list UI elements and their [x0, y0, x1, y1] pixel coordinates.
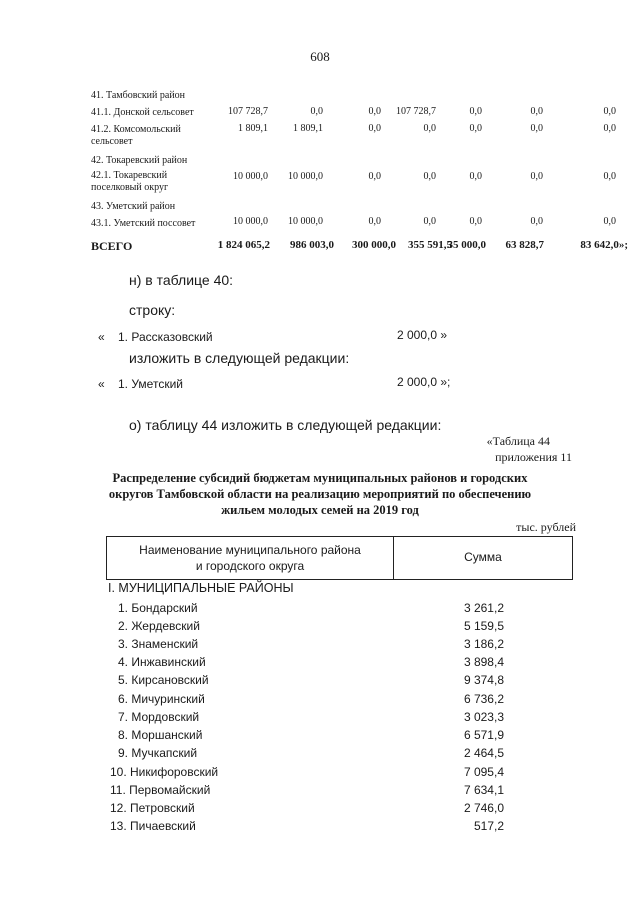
open-quote: «	[98, 377, 105, 391]
total-value: 986 003,0	[290, 239, 334, 251]
table-heading-line2: округов Тамбовской области на реализацию мероприятий по обеспечению	[108, 487, 532, 501]
value-cell: 10 000,0	[288, 171, 323, 182]
table-row-value: 3 261,2	[463, 601, 504, 615]
table-row-name: 12. Петровский	[110, 801, 195, 815]
old-row-value: 2 000,0 »	[397, 328, 448, 342]
value-cell: 10 000,0	[233, 216, 268, 227]
new-row-value: 2 000,0 »;	[397, 375, 451, 389]
total-value: 355 591,5	[408, 239, 452, 251]
value-cell: 0,0	[530, 171, 543, 182]
table-row-name: 6. Мичуринский	[118, 692, 205, 706]
table-row-name: 1. Бондарский	[118, 601, 198, 615]
table-row-name: 9. Мучкапский	[118, 746, 198, 760]
total-value: 1 824 065,2	[217, 239, 270, 251]
table-row-value: 6 571,9	[463, 728, 504, 742]
table-row-value: 3 023,3	[463, 710, 504, 724]
amendment-o-intro: о) таблицу 44 изложить в следующей редакции:	[129, 417, 442, 433]
table-row-value: 2 464,5	[463, 746, 504, 760]
value-cell: 0,0	[368, 171, 381, 182]
total-value: 63 828,7	[505, 239, 544, 251]
value-cell: 107 728,7	[228, 106, 268, 117]
table-row-value: 7 634,1	[463, 783, 504, 797]
value-cell: 10 000,0	[233, 171, 268, 182]
value-cell: 0,0	[469, 171, 482, 182]
table-heading-line3: жильем молодых семей на 2019 год	[221, 503, 419, 517]
table-row-name: 2. Жердевский	[118, 619, 200, 633]
value-cell: 0,0	[530, 216, 543, 227]
value-cell: 0,0	[423, 216, 436, 227]
total-value: 35 000,0	[447, 239, 486, 251]
table-row-value: 7 095,4	[463, 765, 504, 779]
value-cell: 0,0	[423, 123, 436, 134]
col-header-sum: Сумма	[464, 550, 502, 564]
value-cell: 0,0	[469, 106, 482, 117]
value-cell: 0,0	[368, 123, 381, 134]
table-row-name: 4. Инжавинский	[118, 655, 206, 669]
value-cell: 0,0	[368, 106, 381, 117]
total-label: ВСЕГО	[91, 239, 133, 253]
value-cell: 0,0	[530, 106, 543, 117]
table-row-name: 7. Мордовский	[118, 710, 200, 724]
row-name: 43.1. Уметский поссовет	[91, 218, 196, 229]
value-cell: 0,0	[530, 123, 543, 134]
col-header-name-line1: Наименование муниципального района	[139, 543, 361, 557]
table-heading-line1: Распределение субсидий бюджетам муниципальных районов и городских	[112, 471, 528, 485]
table-row-value: 5 159,5	[463, 619, 504, 633]
total-value: 83 642,0»;	[580, 239, 628, 251]
replace-text: изложить в следующей редакции:	[129, 350, 350, 366]
table-row-name: 8. Моршанский	[118, 728, 203, 742]
row-name-cont: поселковый округ	[91, 182, 169, 193]
table-row-value: 3 186,2	[463, 637, 504, 651]
table-row-value: 517,2	[473, 819, 504, 833]
table-row-name: 11. Первомайский	[110, 783, 211, 797]
table-row-name: 13. Пичаевский	[110, 819, 196, 833]
table-row-value: 2 746,0	[463, 801, 504, 815]
value-cell: 0,0	[469, 216, 482, 227]
value-cell: 0,0	[603, 216, 616, 227]
old-row-name: 1. Рассказовский	[118, 330, 213, 344]
new-row-name: 1. Уметский	[118, 377, 183, 391]
total-value: 300 000,0	[352, 239, 396, 251]
section-label: I. МУНИЦИПАЛЬНЫЕ РАЙОНЫ	[108, 581, 294, 595]
value-cell: 1 809,1	[238, 123, 268, 134]
value-cell: 10 000,0	[288, 216, 323, 227]
row-name: 41.1. Донской сельсовет	[91, 107, 194, 118]
value-cell: 0,0	[469, 123, 482, 134]
amendment-n-intro: н) в таблице 40:	[129, 272, 234, 288]
value-cell: 0,0	[603, 171, 616, 182]
col-header-name-line2: и городского округа	[195, 559, 305, 573]
value-cell: 0,0	[603, 123, 616, 134]
table-row-name: 10. Никифоровский	[110, 765, 219, 779]
table-row-value: 9 374,8	[463, 673, 504, 687]
value-cell: 0,0	[423, 171, 436, 182]
table-header	[106, 536, 573, 580]
amendment-n-line-label: строку:	[129, 302, 176, 318]
value-cell: 1 809,1	[293, 123, 323, 134]
row-name: 41. Тамбовский район	[91, 90, 186, 101]
table-caption-line1: «Таблица 44	[486, 434, 550, 448]
units-label: тыс. рублей	[516, 520, 576, 534]
row-name-cont: сельсовет	[91, 136, 133, 147]
table-row-name: 5. Кирсановский	[118, 673, 209, 687]
value-cell: 0,0	[368, 216, 381, 227]
row-name: 41.2. Комсомольский	[91, 124, 181, 135]
table-row-value: 6 736,2	[463, 692, 504, 706]
value-cell: 107 728,7	[396, 106, 436, 117]
row-name: 42.1. Токаревский	[91, 170, 168, 181]
value-cell: 0,0	[310, 106, 323, 117]
table-row-value: 3 898,4	[463, 655, 504, 669]
page-number: 608	[310, 49, 330, 64]
row-name: 42. Токаревский район	[91, 155, 188, 166]
value-cell: 0,0	[603, 106, 616, 117]
open-quote: «	[98, 330, 105, 344]
row-name: 43. Уметский район	[91, 201, 176, 212]
table-caption-line2: приложения 11	[495, 450, 572, 464]
table-row-name: 3. Знаменский	[118, 637, 199, 651]
